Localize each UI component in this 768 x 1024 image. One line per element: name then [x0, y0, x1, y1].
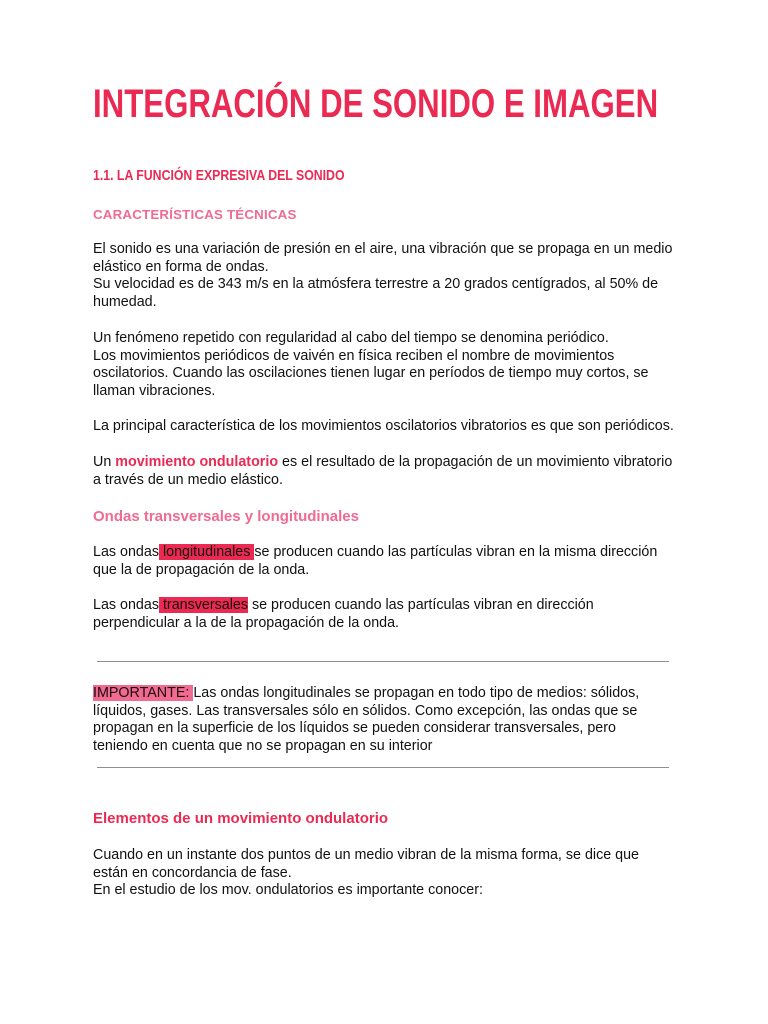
paragraph-wave-movement [93, 454, 683, 489]
highlight-longitudinal: longitudinales [158, 544, 255, 560]
paragraph-phase [93, 847, 683, 900]
paragraph-periodic [93, 330, 683, 400]
text-line: están en concordancia de fase. [93, 864, 292, 881]
paragraph-transversal [93, 597, 683, 632]
text-line: Un fenómeno repetido con regularidad al cabo del tiempo se denomina periódico. [93, 330, 609, 346]
paragraph-sound-definition [93, 241, 683, 311]
text-line: En el estudio de los mov. ondulatorios es importante conocer: [93, 882, 483, 899]
important-note [93, 685, 683, 755]
text-fragment: es el resultado de la propagación de un movimiento vibratorio [278, 454, 673, 470]
section-subtitle: 1.1. LA FUNCIÓN EXPRESIVA DEL SONIDO [93, 167, 345, 184]
text-fragment: se producen cuando las partículas vibran en la misma dirección [254, 544, 658, 560]
text-line: El sonido es una variación de presión en el aire, una vibración que se propaga en un medio [93, 241, 673, 257]
text-line [93, 597, 683, 615]
divider-top [97, 661, 669, 662]
highlight-transversal: transversales [158, 597, 248, 613]
text-line [93, 544, 683, 562]
text-line: que la de propagación de la onda. [93, 561, 310, 578]
text-fragment: se producen cuando las partículas vibran en dirección [247, 597, 594, 613]
document-title: INTEGRACIÓN DE SONIDO E IMAGEN [93, 82, 659, 126]
text-line: líquidos, gases. Las transversales sólo en sólidos. Como excepción, las ondas que se [93, 702, 638, 719]
text-line [93, 454, 683, 472]
text-line: humedad. [93, 293, 157, 310]
text-line: propagan en la superficie de los líquidos se pueden considerar transversales, pero [93, 720, 616, 737]
text-fragment: Las ondas [93, 544, 159, 560]
heading-wave-elements: Elementos de un movimiento ondulatorio [93, 810, 389, 827]
text-line: llaman vibraciones. [93, 382, 216, 399]
text-fragment: Las ondas [93, 597, 159, 613]
text-line: La principal característica de los movimientos oscilatorios vibratorios es que son periódicos. [93, 418, 674, 434]
divider-bottom [97, 767, 669, 768]
text-line: Cuando en un instante dos puntos de un medio vibran de la misma forma, se dice que [93, 847, 639, 863]
paragraph-longitudinal [93, 544, 683, 579]
keyword-wave-movement: movimiento ondulatorio [115, 454, 279, 470]
text-line: a través de un medio elástico. [93, 471, 283, 488]
important-label: IMPORTANTE: [93, 685, 194, 701]
text-line: Los movimientos periódicos de vaivén en física reciben el nombre de movimientos [93, 347, 615, 364]
text-fragment: Las ondas longitudinales se propagan en todo tipo de medios: sólidos, [193, 685, 640, 701]
text-line: Su velocidad es de 343 m/s en la atmósfera terrestre a 20 grados centígrados, al 50% de [93, 276, 659, 293]
heading-technical-characteristics: CARACTERÍSTICAS TÉCNICAS [93, 207, 297, 222]
text-line: elástico en forma de ondas. [93, 258, 269, 275]
text-line [93, 685, 683, 703]
paragraph-main-characteristic [93, 418, 683, 436]
text-line: perpendicular a la de la propagación de la onda. [93, 614, 400, 631]
heading-waves-types: Ondas transversales y longitudinales [93, 508, 359, 525]
text-line: oscilatorios. Cuando las oscilaciones tienen lugar en períodos de tiempo muy cortos, se [93, 365, 649, 382]
text-fragment: Un [93, 454, 116, 470]
text-line: teniendo en cuenta que no se propagan en su interior [93, 737, 433, 754]
